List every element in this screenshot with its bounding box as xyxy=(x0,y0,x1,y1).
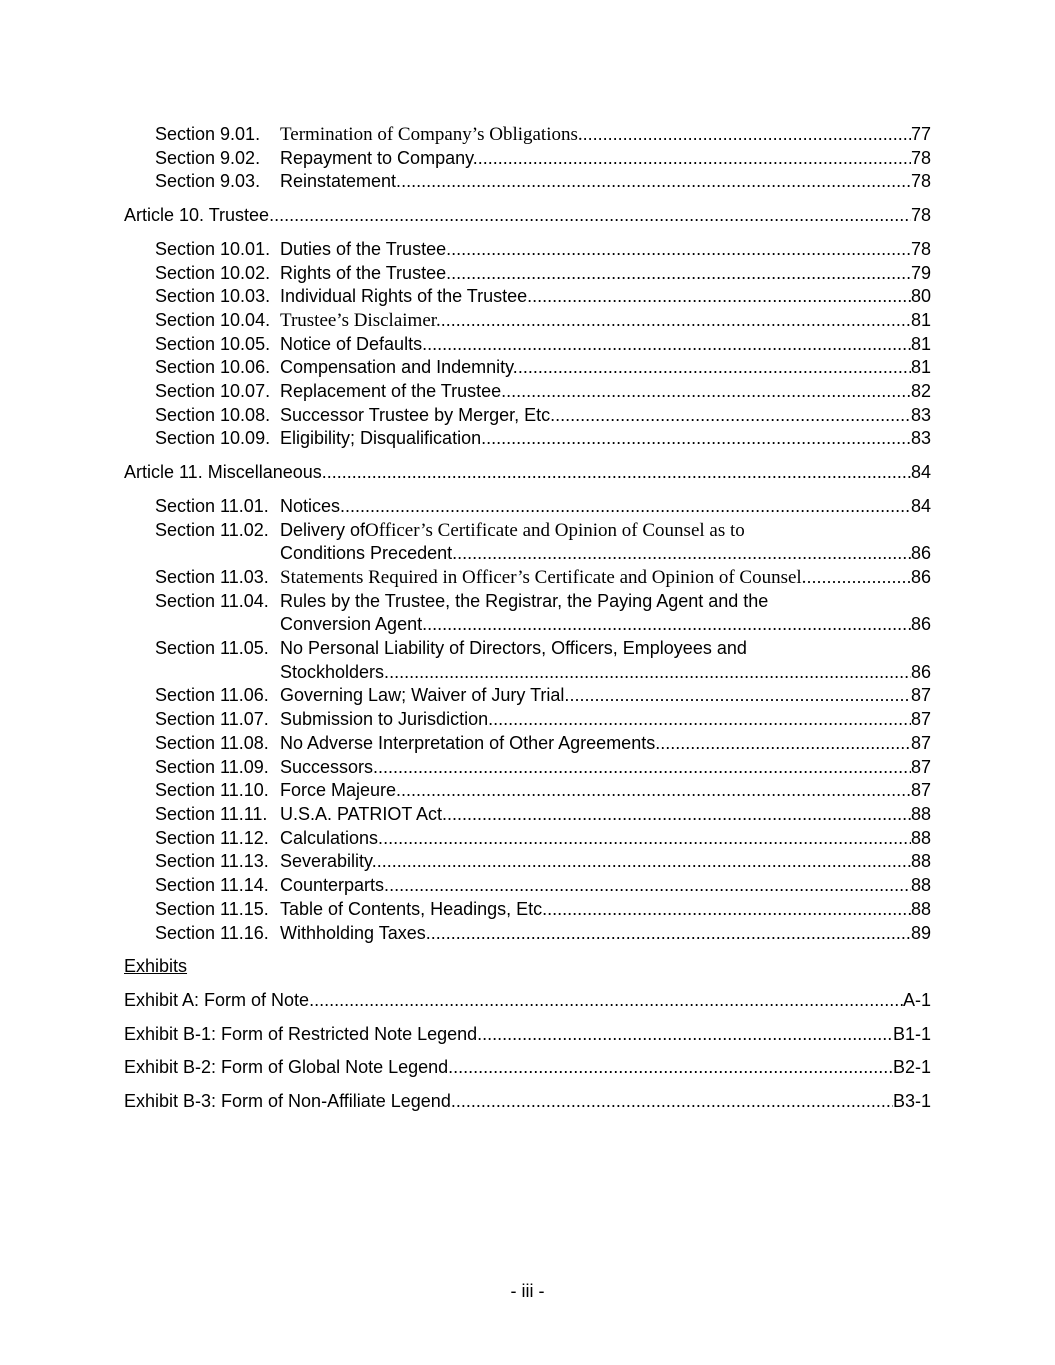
section-title: Table of Contents, Headings, Etc. xyxy=(280,898,548,919)
page-number: 83 xyxy=(910,428,931,449)
dot-leader xyxy=(451,1090,893,1114)
toc-entry-exhibit-b3[interactable] xyxy=(124,1090,931,1114)
page-number: 81 xyxy=(910,357,931,378)
section-number: Section 11.07. xyxy=(155,709,269,730)
dot-leader xyxy=(269,204,911,228)
toc-entry-exhibit-b1[interactable] xyxy=(124,1023,931,1047)
section-number: Section 11.10. xyxy=(155,780,269,801)
dot-leader xyxy=(451,262,911,286)
toc-entry-11-14[interactable] xyxy=(124,874,931,898)
page-number: B1-1 xyxy=(892,1023,931,1044)
dot-leader xyxy=(806,566,911,590)
page-number: 84 xyxy=(910,462,931,483)
page-number: 87 xyxy=(910,685,931,706)
page-number: 88 xyxy=(910,803,931,824)
section-title: Compensation and Indemnity. xyxy=(280,357,518,378)
dot-leader xyxy=(451,238,911,262)
dot-leader xyxy=(378,756,911,780)
section-number: Section 11.01. xyxy=(155,495,269,516)
section-number: Section 10.02. xyxy=(155,262,271,283)
section-title: Replacement of the Trustee. xyxy=(280,381,507,402)
section-title: Governing Law; Waiver of Jury Trial. xyxy=(280,685,570,706)
toc-entry-10-06[interactable] xyxy=(124,356,931,380)
section-number: Section 10.01. xyxy=(155,238,271,259)
dot-leader xyxy=(447,803,911,827)
exhibits-heading: Exhibits xyxy=(124,956,188,977)
page-number: 78 xyxy=(910,238,931,259)
section-title-continued: Conditions Precedent. xyxy=(280,543,458,564)
section-title: Eligibility; Disqualification. xyxy=(280,428,487,449)
dot-leader xyxy=(427,613,911,637)
page-footer-number: - iii - xyxy=(510,1281,545,1301)
toc-entry-9-02[interactable] xyxy=(124,147,931,171)
toc-entry-11-08[interactable] xyxy=(124,732,931,756)
section-number: Section 11.15. xyxy=(155,898,269,919)
section-title: Submission to Jurisdiction. xyxy=(280,709,494,730)
section-title-part: Officer’s Certificate and Opinion of Counsel as to xyxy=(365,519,745,541)
dot-leader xyxy=(389,874,911,898)
toc-entry-article-11[interactable] xyxy=(124,461,931,485)
page-number: 86 xyxy=(910,566,931,587)
section-title: Force Majeure. xyxy=(280,780,402,801)
page-number: 87 xyxy=(910,780,931,801)
section-number: Section 10.03. xyxy=(155,286,271,307)
section-number: Section 11.05. xyxy=(155,638,269,659)
section-title-continued: Conversion Agent. xyxy=(280,614,428,635)
section-title-part: Delivery of xyxy=(280,519,366,540)
page-number: 84 xyxy=(910,495,931,516)
dot-leader xyxy=(477,1023,893,1047)
toc-entry-11-01[interactable] xyxy=(124,495,931,519)
section-number: Section 11.02. xyxy=(155,519,269,540)
page-number: 78 xyxy=(910,147,931,168)
section-title: Termination of Company’s Obligations. xyxy=(280,124,583,145)
section-title: No Adverse Interpretation of Other Agreements. xyxy=(280,732,661,753)
exhibit-title: Exhibit B-3: Form of Non-Affiliate Legend xyxy=(124,1091,451,1112)
section-number: Section 11.14. xyxy=(155,875,269,896)
dot-leader xyxy=(383,827,911,851)
dot-leader xyxy=(532,285,911,309)
section-number: Section 9.02. xyxy=(155,147,261,168)
section-title: Individual Rights of the Trustee. xyxy=(280,286,533,307)
section-title: Counterparts. xyxy=(280,875,390,896)
section-number: Section 11.09. xyxy=(155,756,269,777)
toc-entry-11-07[interactable] xyxy=(124,708,931,732)
section-title: Successors. xyxy=(280,756,379,777)
page-number: 88 xyxy=(910,851,931,872)
exhibit-title: Exhibit B-2: Form of Global Note Legend xyxy=(124,1057,449,1078)
page-number: 82 xyxy=(910,381,931,402)
section-title-continued: Stockholders. xyxy=(280,661,390,682)
section-number: Section 10.05. xyxy=(155,333,271,354)
toc-entry-article-10[interactable] xyxy=(124,204,931,228)
section-number: Section 11.13. xyxy=(155,851,269,872)
section-title: Successor Trustee by Merger, Etc. xyxy=(280,404,556,425)
toc-entry-11-13[interactable] xyxy=(124,850,931,874)
section-title: Reinstatement. xyxy=(280,171,402,192)
page-number: 86 xyxy=(910,661,931,682)
section-title: Duties of the Trustee. xyxy=(280,238,452,259)
toc-entry-11-02[interactable] xyxy=(124,519,931,566)
dot-leader xyxy=(427,333,911,357)
page-number: 80 xyxy=(910,286,931,307)
section-title: Notice of Defaults. xyxy=(280,333,428,354)
section-title: Statements Required in Officer’s Certificate and Opinion of Counsel. xyxy=(280,566,807,588)
toc-entry-10-08[interactable] xyxy=(124,404,931,428)
dot-leader xyxy=(322,461,911,485)
page-number: 78 xyxy=(910,171,931,192)
dot-leader xyxy=(345,495,911,519)
toc-entry-10-01[interactable] xyxy=(124,238,931,262)
section-title: Rules by the Trustee, the Registrar, the Paying Agent and the xyxy=(280,590,769,611)
toc-entry-11-04[interactable] xyxy=(124,590,931,637)
section-number: Section 11.04. xyxy=(155,590,269,611)
dot-leader xyxy=(493,708,911,732)
dot-leader xyxy=(506,380,911,404)
article-title: Article 10. Trustee xyxy=(124,205,270,226)
dot-leader xyxy=(431,922,911,946)
page-number: 88 xyxy=(910,827,931,848)
section-number: Section 10.07. xyxy=(155,381,271,402)
section-number: Section 11.16. xyxy=(155,922,269,943)
dot-leader xyxy=(547,898,911,922)
page-number: B2-1 xyxy=(892,1057,931,1078)
toc-entry-11-11[interactable] xyxy=(124,803,931,827)
section-number: Section 10.08. xyxy=(155,404,271,425)
toc-entry-9-03[interactable] xyxy=(124,170,931,194)
page-number: 88 xyxy=(910,875,931,896)
page-number: 78 xyxy=(910,205,931,226)
exhibit-title: Exhibit A: Form of Note xyxy=(124,989,310,1010)
section-number: Section 11.06. xyxy=(155,685,269,706)
section-title: Calculations. xyxy=(280,827,384,848)
page-number: 77 xyxy=(910,124,931,144)
toc-entry-10-07[interactable] xyxy=(124,380,931,404)
dot-leader xyxy=(441,309,911,333)
toc-entry-9-01[interactable] xyxy=(124,123,931,147)
page-number: 86 xyxy=(910,543,931,564)
toc-entry-11-09[interactable] xyxy=(124,756,931,780)
toc-entry-10-04[interactable] xyxy=(124,309,931,333)
toc-entry-11-06[interactable] xyxy=(124,684,931,708)
dot-leader xyxy=(401,779,911,803)
exhibit-title: Exhibit B-1: Form of Restricted Note Legend xyxy=(124,1023,478,1044)
section-number: Section 11.12. xyxy=(155,827,269,848)
toc-entry-exhibit-a[interactable] xyxy=(124,989,931,1013)
dot-leader xyxy=(555,404,911,428)
page-number: 87 xyxy=(910,709,931,730)
page-number: 79 xyxy=(910,262,931,283)
toc-entry-11-10[interactable] xyxy=(124,779,931,803)
dot-leader xyxy=(569,684,911,708)
dot-leader xyxy=(660,732,911,756)
page-number: 88 xyxy=(910,898,931,919)
dot-leader xyxy=(518,356,911,380)
page-number: 83 xyxy=(910,404,931,425)
section-number: Section 11.11. xyxy=(155,803,268,824)
section-title: Repayment to Company. xyxy=(280,147,478,168)
section-title: Withholding Taxes. xyxy=(280,922,431,943)
section-title: No Personal Liability of Directors, Officers, Employees and xyxy=(280,638,747,659)
section-number: Section 11.08. xyxy=(155,732,269,753)
toc-entry-10-03[interactable] xyxy=(124,285,931,309)
page-number: 87 xyxy=(910,756,931,777)
toc-entry-10-05[interactable] xyxy=(124,333,931,357)
page-number: B3-1 xyxy=(892,1091,931,1112)
toc-entry-exhibit-b2[interactable] xyxy=(124,1056,931,1080)
toc-entry-10-09[interactable] xyxy=(124,427,931,451)
section-number: Section 9.03. xyxy=(155,171,261,192)
toc-entry-11-12[interactable] xyxy=(124,827,931,851)
section-number: Section 11.03. xyxy=(155,566,269,587)
section-number: Section 10.06. xyxy=(155,357,271,378)
dot-leader xyxy=(457,542,911,566)
dot-leader xyxy=(309,989,903,1013)
section-number: Section 9.01. xyxy=(155,124,261,144)
article-title: Article 11. Miscellaneous xyxy=(124,462,322,483)
page-number: 81 xyxy=(910,333,931,354)
dot-leader xyxy=(486,427,911,451)
dot-leader xyxy=(401,170,911,194)
section-title: U.S.A. PATRIOT Act. xyxy=(280,803,448,824)
toc-entry-10-02[interactable] xyxy=(124,262,931,286)
section-title: Trustee’s Disclaimer. xyxy=(280,309,441,331)
section-title: Severability. xyxy=(280,851,377,872)
dot-leader xyxy=(389,661,911,685)
dot-leader xyxy=(478,147,911,171)
table-of-contents xyxy=(124,123,931,1124)
section-title: Notices. xyxy=(280,495,346,516)
page-number: 86 xyxy=(910,614,931,635)
dot-leader xyxy=(377,850,911,874)
page-number: A-1 xyxy=(902,989,931,1010)
toc-entry-11-05[interactable] xyxy=(124,637,931,684)
page-number: 81 xyxy=(910,309,931,330)
toc-entry-11-15[interactable] xyxy=(124,898,931,922)
dot-leader xyxy=(583,123,911,147)
page-number: 89 xyxy=(910,922,931,943)
page-number: 87 xyxy=(910,732,931,753)
section-title: Rights of the Trustee. xyxy=(280,262,452,283)
section-number: Section 10.04. xyxy=(155,309,271,330)
section-number: Section 10.09. xyxy=(155,428,271,449)
dot-leader xyxy=(448,1056,893,1080)
toc-entry-11-16[interactable] xyxy=(124,922,931,946)
toc-entry-11-03[interactable] xyxy=(124,566,931,590)
